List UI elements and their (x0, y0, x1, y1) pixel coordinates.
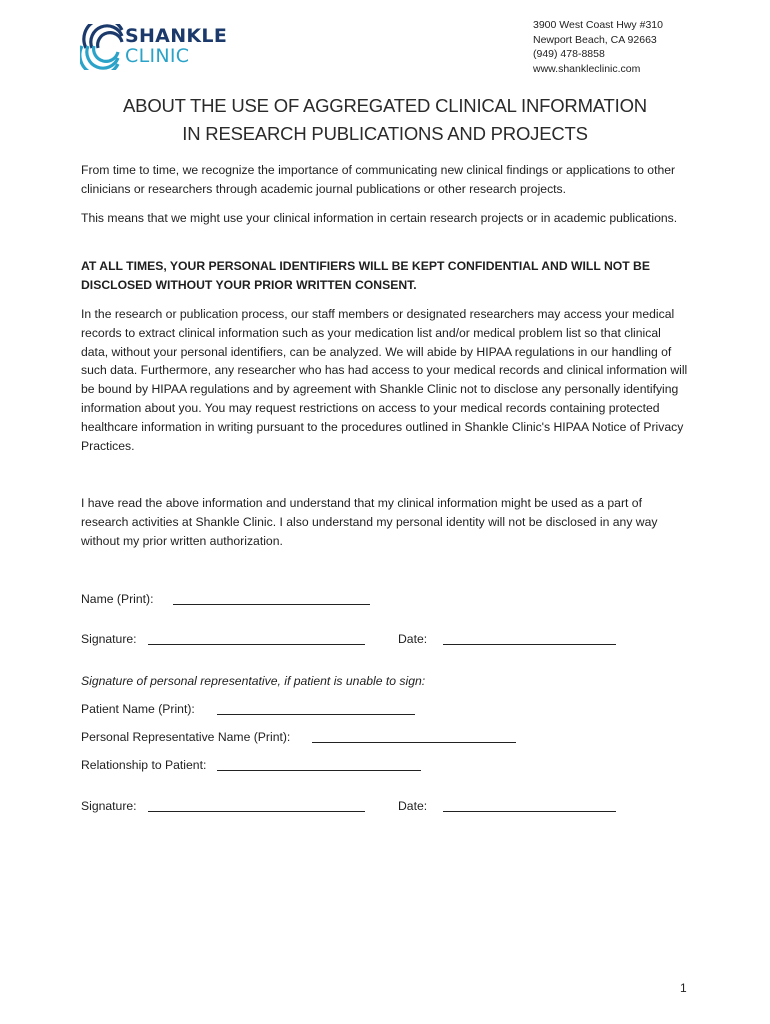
name-label: Name (Print): (81, 592, 154, 606)
signature-field[interactable] (148, 644, 365, 645)
address-street: 3900 West Coast Hwy #310 (533, 19, 663, 31)
representative-name-field[interactable] (312, 742, 516, 743)
patient-name-field[interactable] (217, 714, 415, 715)
relationship-label: Relationship to Patient: (81, 758, 207, 772)
signature-label: Signature: (81, 632, 137, 646)
date-field[interactable] (443, 644, 616, 645)
paragraph-process: In the research or publication process, our staff members or designated researchers may access your medical records to extract clinical information such as your medication list and/or medical problem list so that clinical data, without your personal identifiers, can be analyzed. We will abide by HIPAA regulations in our handling of such data. Furthermore, any researcher who has had access to your medical records and clinical information will be bound by HIPAA regulations and by agreement with Shankle Clinic not to disclose any personally identifying information about you. You may request restrictions on access to your medical records containing protected healthcare information in writing pursuant to the procedures outlined in Shankle Clinic's HIPAA Notice of Privacy Practices. (81, 307, 688, 453)
representative-heading: Signature of personal representative, if patient is unable to sign: (81, 674, 426, 688)
address-website[interactable]: www.shankleclinic.com (533, 62, 641, 75)
logo-mark-icon (80, 24, 124, 70)
name-field[interactable] (173, 604, 370, 605)
document-title (0, 92, 770, 148)
logo-text-shankle: SHANKLE (125, 25, 228, 47)
title-line-2: IN RESEARCH PUBLICATIONS AND PROJECTS (182, 123, 588, 144)
date-label: Date: (398, 632, 428, 646)
address-city: Newport Beach, CA 92663 (533, 33, 657, 46)
representative-signature-label: Signature: (81, 799, 137, 813)
title-line-1: ABOUT THE USE OF AGGREGATED CLINICAL INFORMATION (123, 95, 647, 116)
paragraph-acknowledgement: I have read the above information and understand that my clinical information might be used as a part of research activities at Shankle Clinic. I also understand my personal identity will not be disclosed in any way without my prior written authorization. (81, 496, 658, 548)
paragraph-intro: From time to time, we recognize the importance of communicating new clinical findings or applications to other clinicians or researchers through academic journal publications or other research projects. (81, 163, 676, 196)
representative-date-label: Date: (398, 799, 428, 813)
address-phone: (949) 478-8858 (533, 48, 605, 60)
clinic-logo (80, 24, 240, 74)
page-number: 1 (680, 981, 687, 995)
representative-date-field[interactable] (443, 811, 616, 812)
representative-signature-field[interactable] (148, 811, 365, 812)
paragraph-usage: This means that we might use your clinical information in certain research projects or in academic publications. (81, 211, 678, 225)
relationship-field[interactable] (217, 770, 421, 771)
patient-name-label: Patient Name (Print): (81, 702, 195, 716)
representative-name-label: Personal Representative Name (Print): (81, 730, 291, 744)
paragraph-confidentiality: AT ALL TIMES, YOUR PERSONAL IDENTIFIERS WILL BE KEPT CONFIDENTIAL AND WILL NOT BE DISCLOSED WITHOUT YOUR PRIOR WRITTEN CONSENT. (81, 259, 650, 292)
clinic-address (533, 18, 663, 76)
logo-text-clinic: CLINIC (125, 45, 190, 67)
